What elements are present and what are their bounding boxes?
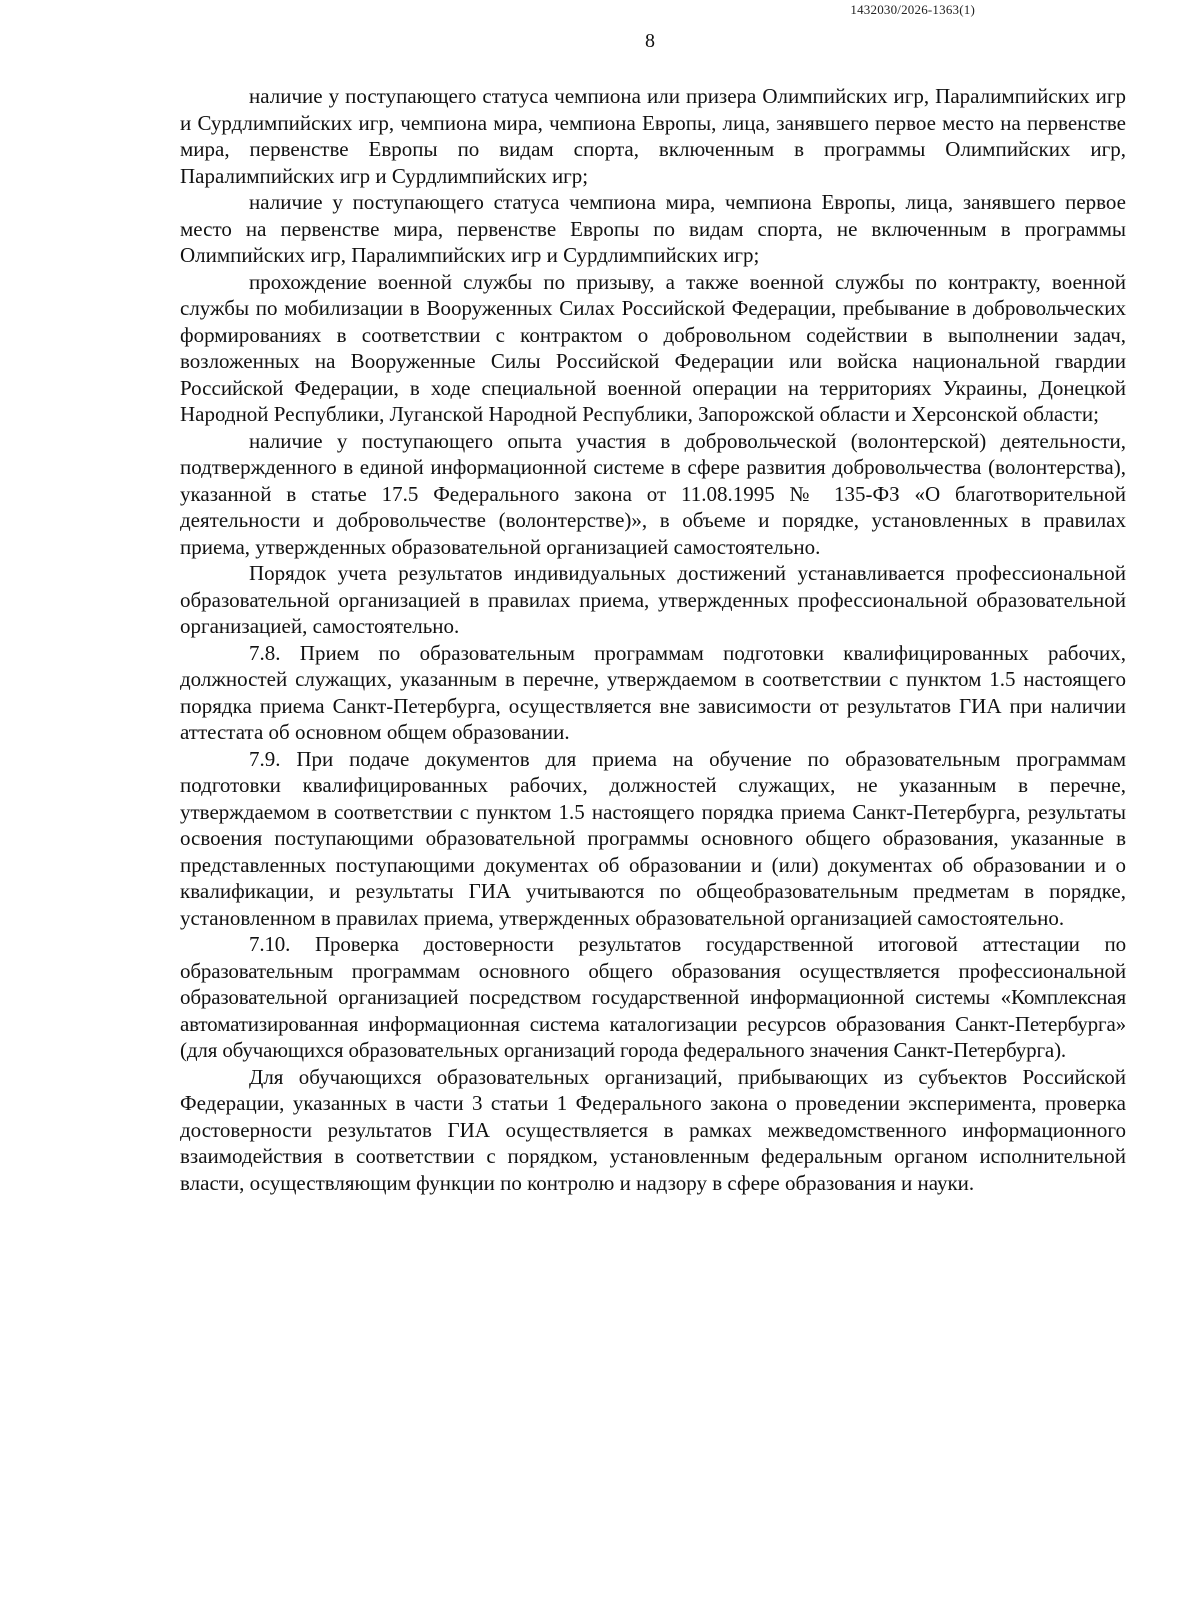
document-body xyxy=(180,83,1126,1196)
paragraph-7-10: 7.10. Проверка достоверности результатов государственной итоговой аттестации по образовательным программам основного общего образования осуществляется профессиональной образовательной организацией посредством государственной информационной системы «Комплексная автоматизированная информационная система каталогизации ресурсов образования Санкт-Петербурга» (для обучающихся образовательных организаций города федерального значения Санкт-Петербурга). xyxy=(180,932,1126,1062)
page-number: 8 xyxy=(645,30,655,52)
paragraph-other-regions: Для обучающихся образовательных организаций, прибывающих из субъектов Российской Федерации, указанных в части 3 статьи 1 Федерального закона о проведении эксперимента, проверка достоверности результатов ГИА осуществляется в рамках межведомственного информационного взаимодействия в соответствии с порядком, установленным федеральным органом исполнительной власти, осуществляющим функции по контролю и надзору в сфере образования и науки. xyxy=(180,1064,1126,1195)
paragraph-military-service: прохождение военной службы по призыву, а также военной службы по контракту, военной службы по мобилизации в Вооруженных Силах Российской Федерации, пребывание в добровольческих формированиях в соответствии с контрактом о добровольном содействии в выполнении задач, возложенных на Вооруженные Силы Российской Федерации или войска национальной гвардии Российской Федерации, в ходе специальной военной операции на территориях Украины, Донецкой Народной Республики, Луганской Народной Республики, Запорожской области и Херсонской области; xyxy=(180,269,1126,426)
paragraph-world-champion: наличие у поступающего статуса чемпиона мира, чемпиона Европы, лица, занявшего первое место на первенстве мира, первенстве Европы по видам спорта, не включенным в программы Олимпийских игр, Паралимпийских игр и Сурдлимпийских игр; xyxy=(180,190,1126,267)
paragraph-olympic-champion: наличие у поступающего статуса чемпиона или призера Олимпийских игр, Паралимпийских игр и Сурдлимпийских игр, чемпиона мира, чемпиона Европы, лица, занявшего первое место на первенстве мира, первенстве Европы по видам спорта, включенным в программы Олимпийских игр, Паралимпийских игр и Сурдлимпийских игр; xyxy=(180,84,1126,188)
paragraph-achievements-order: Порядок учета результатов индивидуальных достижений устанавливается профессиональной образовательной организацией в правилах приема, утвержденных профессиональной образовательной организацией, самостоятельно. xyxy=(180,561,1126,638)
document-id: 1432030/2026-1363(1) xyxy=(850,2,975,17)
paragraph-volunteer-experience: наличие у поступающего опыта участия в добровольческой (волонтерской) деятельности, подтвержденного в единой информационной системе в сфере развития добровольчества (волонтерства), указанной в статье 17.5 Федерального закона от 11.08.1995 № 135-ФЗ «О благотворительной деятельности и добровольчестве (волонтерстве)», в объеме и порядке, установленных в правилах приема, утвержденных образовательной организацией самостоятельно. xyxy=(180,428,1126,559)
paragraph-7-9: 7.9. При подаче документов для приема на обучение по образовательным программам подготовки квалифицированных рабочих, должностей служащих, не указанным в перечне, утверждаемом в соответствии с пунктом 1.5 настоящего порядка приема Санкт-Петербурга, результаты освоения поступающими образовательной программы основного общего образования, указанные в представленных поступающими документах об образовании и (или) документах об образовании и о квалификации, и результаты ГИА учитываются по общеобразовательным предметам в порядке, установленном в правилах приема, утвержденных образовательной организацией самостоятельно. xyxy=(180,746,1126,930)
paragraph-7-8: 7.8. Прием по образовательным программам подготовки квалифицированных рабочих, должностей служащих, указанным в перечне, утверждаемом в соответствии с пунктом 1.5 настоящего порядка приема Санкт-Петербурга, осуществляется вне зависимости от результатов ГИА при наличии аттестата об основном общем образовании. xyxy=(180,640,1126,744)
